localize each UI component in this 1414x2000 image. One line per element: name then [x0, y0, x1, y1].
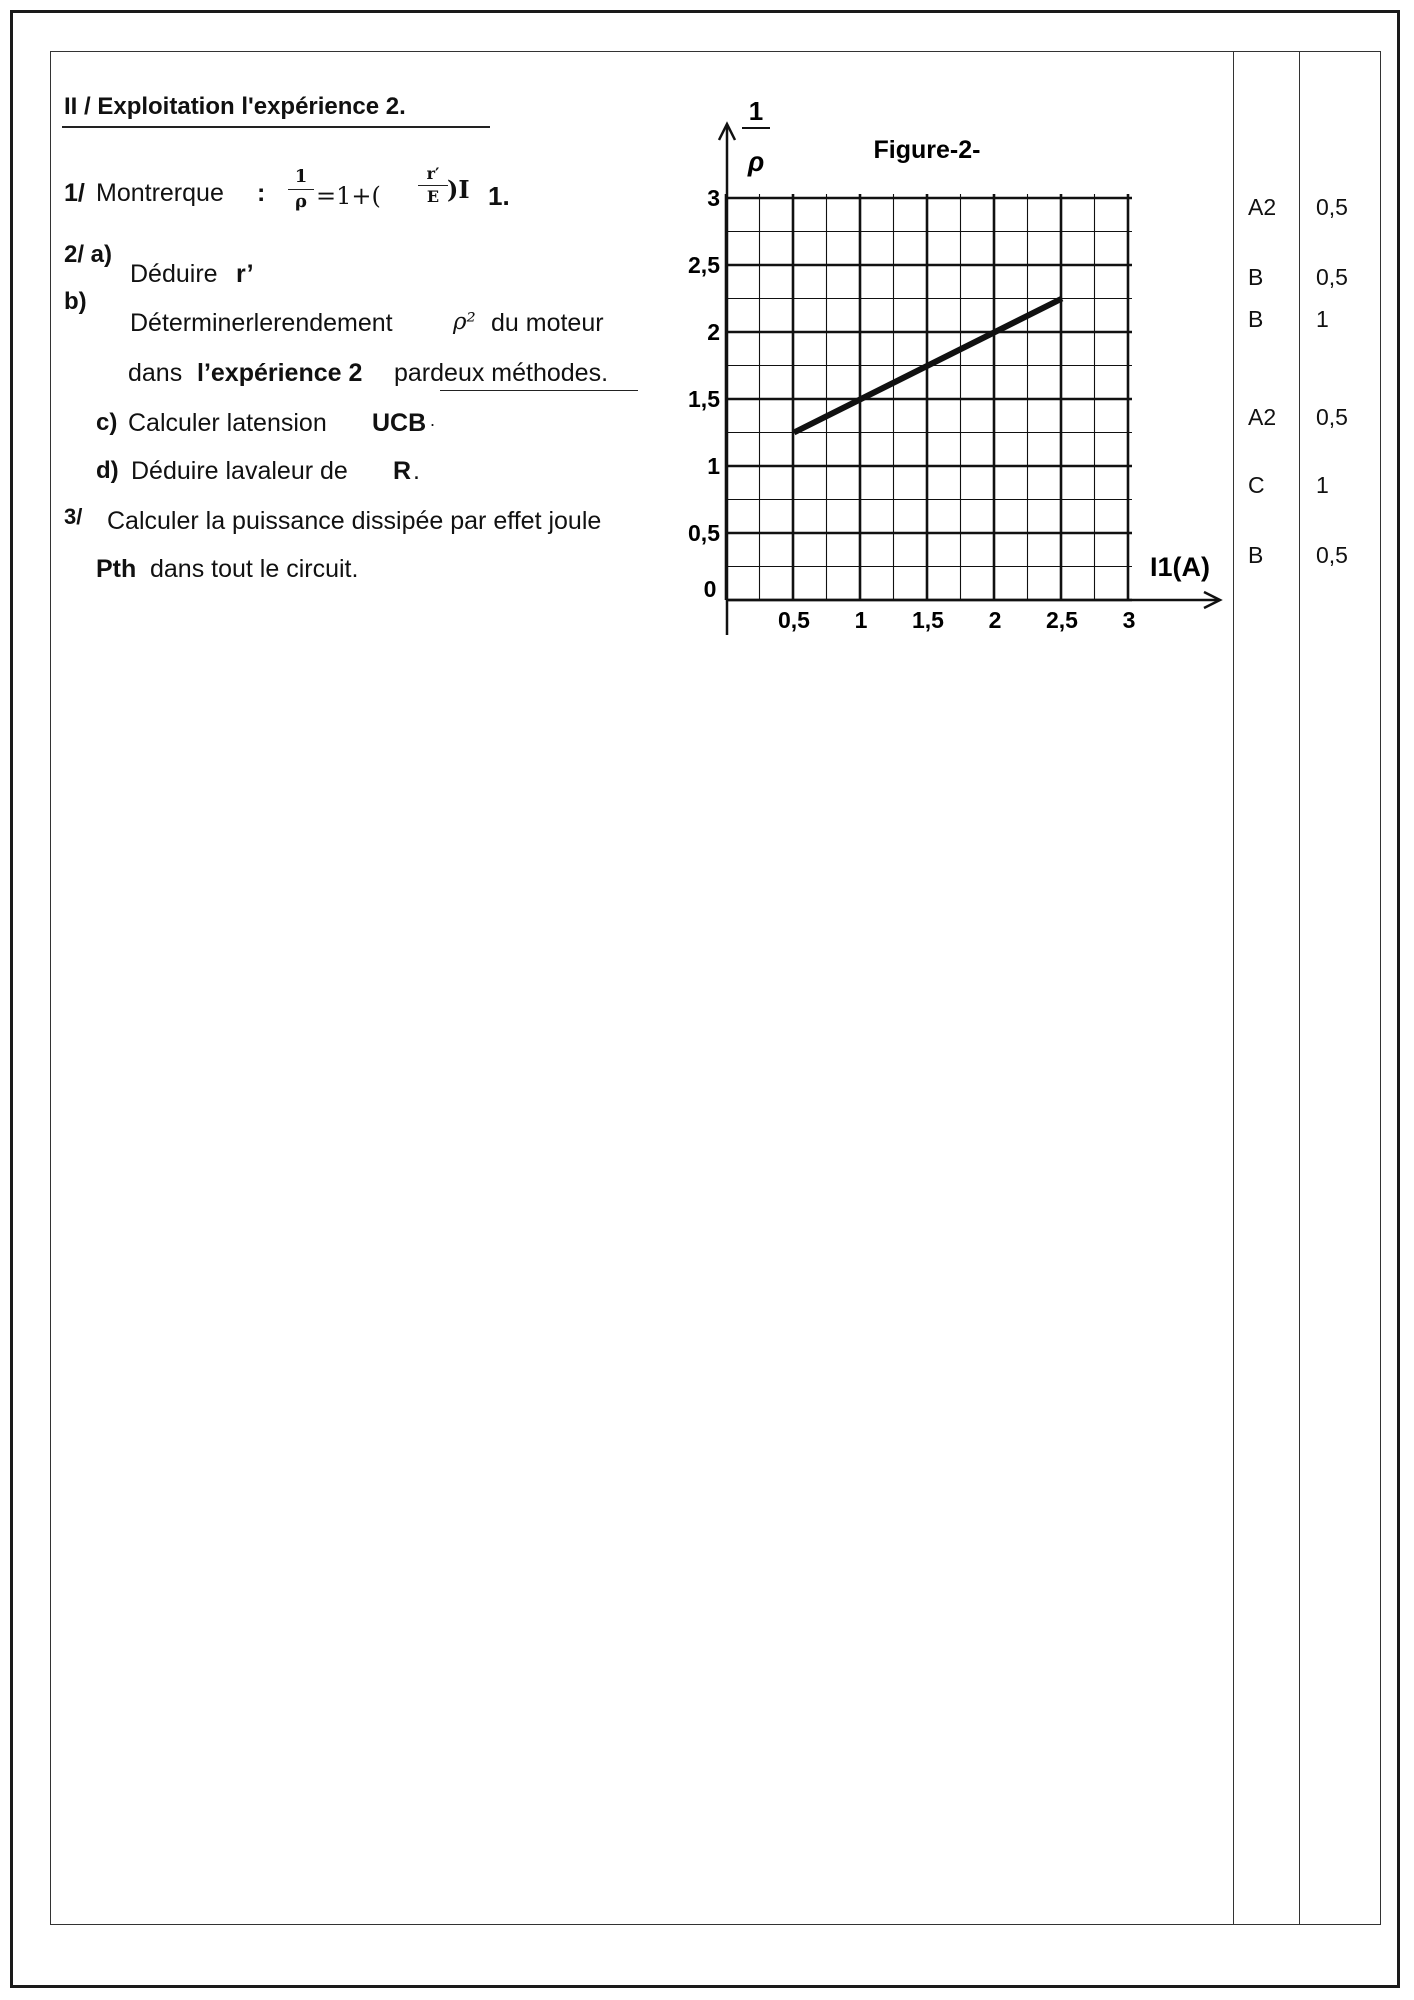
q2b-underline [440, 390, 638, 391]
q1-fraction [288, 168, 314, 211]
q1-fraction-2 [418, 166, 448, 205]
grade-points: 0,5 [1316, 404, 1348, 430]
x-axis-label: I1(A) [1150, 552, 1210, 582]
q2d-bold: R [393, 457, 412, 485]
grade-points: 0,5 [1316, 542, 1348, 568]
origin-label: 0 [703, 576, 717, 602]
y-tick-label: 2,5 [688, 252, 720, 278]
q2a-bold: r’ [236, 260, 254, 288]
q2b-symbol: ρ² [453, 309, 476, 335]
grade-points: 0,5 [1316, 264, 1348, 290]
y-axis-label-denominator: ρ [747, 147, 765, 177]
q1-colon: : [257, 179, 266, 207]
y-tick-label: 1,5 [688, 386, 720, 412]
q2c-bold: UCB [372, 409, 427, 437]
q1-fraction-2-denominator: E [426, 187, 440, 206]
x-tick-label: 3 [1122, 607, 1136, 633]
grade-points: 1 [1316, 306, 1329, 332]
q2d-text: Déduire lavaleur de [131, 457, 348, 485]
grade-level: A2 [1248, 404, 1277, 430]
q2d-label: d) [96, 457, 119, 484]
q1-fraction-numerator: 1 [294, 166, 308, 187]
q2-number: 2/ a) [64, 241, 113, 268]
y-tick-label: 2 [707, 319, 720, 345]
q2c-text: Calculer latension [128, 409, 327, 437]
grade-points: 1 [1316, 472, 1329, 498]
q2c-after: . [430, 410, 436, 430]
q3-line2-bold: Pth [96, 555, 137, 583]
q1-number: 1/ [64, 179, 85, 207]
q1-equation-middle: =1+( [316, 182, 381, 210]
y-tick-label: 0,5 [688, 520, 720, 546]
q2b-text: Déterminerlerendement [130, 309, 393, 337]
grade-level: B [1248, 542, 1264, 568]
q1-text: Montrerque [96, 179, 224, 207]
grade-column-divider [1233, 51, 1234, 1925]
section-title: II / Exploitation l'expérience 2. [64, 93, 406, 120]
q3-text: Calculer la puissance dissipée par effet joule [107, 507, 602, 535]
q1-equation-tail: 1. [488, 181, 510, 211]
x-tick-label: 2 [988, 607, 1002, 633]
x-tick-label: 1,5 [912, 607, 944, 633]
q2b-label: b) [64, 288, 87, 315]
q2c-label: c) [96, 409, 118, 436]
q2b-line2-post: pardeux méthodes. [394, 359, 609, 387]
chart-title: Figure-2- [873, 136, 981, 164]
q1-fraction-2-bar [418, 185, 448, 186]
grade-level: A2 [1248, 194, 1277, 220]
x-tick-label: 1 [854, 607, 868, 633]
grade-level: B [1248, 306, 1264, 332]
grade-level: C [1248, 472, 1265, 498]
x-tick-label: 0,5 [778, 607, 810, 633]
q2b-after: du moteur [491, 309, 604, 337]
q2a-text: Déduire [130, 260, 218, 288]
y-tick-label: 1 [707, 453, 720, 479]
q1-fraction-2-numerator: r′ [426, 164, 440, 183]
q2b-line2-pre: dans [128, 359, 183, 387]
x-tick-label: 2,5 [1046, 607, 1078, 633]
q3-line2-text: dans tout le circuit. [150, 555, 359, 583]
y-axis-label-numerator: 1 [748, 96, 764, 126]
y-tick-label: 3 [707, 185, 720, 211]
q1-fraction-denominator: ρ [295, 191, 307, 212]
grade-level: B [1248, 264, 1264, 290]
q3-number: 3/ [64, 504, 83, 529]
grade-points: 0,5 [1316, 194, 1348, 220]
section-title-underline [62, 126, 490, 128]
q2d-after: . [413, 457, 420, 485]
q2b-line2-bold: l’expérience 2 [197, 359, 363, 387]
points-column-divider [1299, 51, 1300, 1925]
q1-equation-end: )I [447, 175, 470, 204]
q1-fraction-bar [288, 189, 314, 190]
